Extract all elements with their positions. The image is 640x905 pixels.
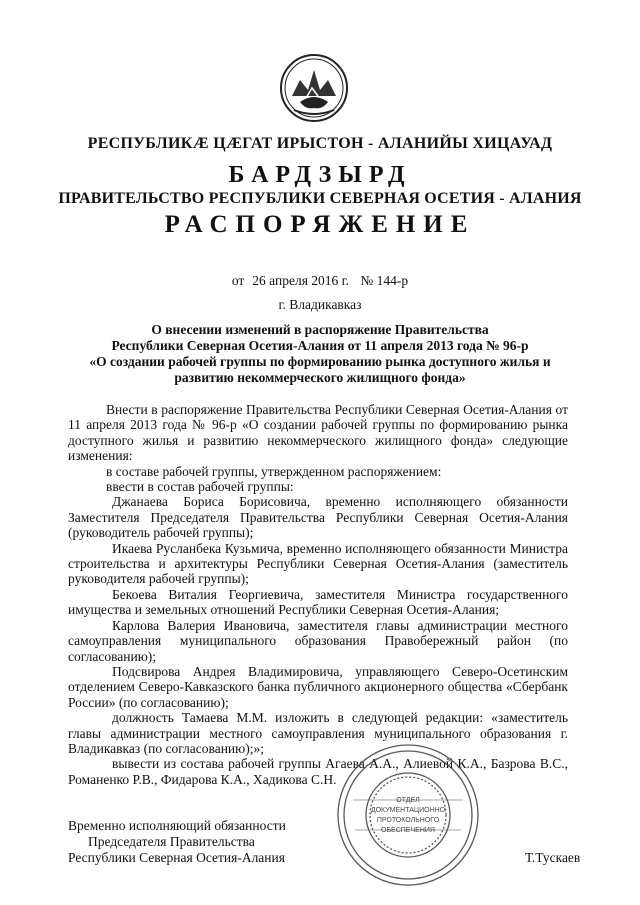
paragraph-introduce: ввести в состав рабочей группы: (106, 479, 294, 495)
header-decree-ossetian: БАРДЗЫРД (228, 162, 412, 188)
title-line-1: О внесении изменений в распоряжение Правительства (151, 322, 489, 337)
date-prefix: от (231, 273, 245, 288)
member-bekoev: Бекоева Виталия Георгиевича, заместителя Министра государственного имущества и земельных отношений Республики Северная Осетия-Алания; (68, 586, 568, 618)
document-number: № 144-р (360, 273, 409, 288)
coat-of-arms-emblem (278, 52, 350, 124)
paragraph-remove-members: вывести из состава рабочей группы Агаева А.А., Алиевой К.А., Базрова В.С., Романенко Р.В., Фидарова К.А., Хадикова С.Н. (68, 756, 568, 787)
header-republic-ossetian: РЕСПУБЛИКӔ ЦӔГАТ ИРЫСТОН - АЛАНИЙЫ ХИЦАУАД (87, 135, 553, 152)
header-order: РАСПОРЯЖЕНИЕ (164, 211, 476, 238)
signatory-name: Т.Тускаев (525, 850, 581, 865)
member-podsvirov: Подсвирова Андрея Владимировича, управляющего Северо-Осетинским отделением Северо-Кавказского банка публичного акционерного общества «Сбербанк России» (по согласованию); (68, 663, 568, 710)
title-line-3: «О создании рабочей группы по формированию рынка доступного жилья и (89, 354, 551, 369)
title-line-4: развитию некоммерческого жилищного фонда» (174, 370, 466, 385)
signatory-title (68, 818, 286, 866)
member-dzhanaev: Джанаева Бориса Борисовича, временно исполняющего обязанности Заместителя Председателя Правительства Республики Северная Осетия-Алания (руководитель рабочей группы); (68, 494, 568, 541)
signatory-line-3: Республики Северная Осетия-Алания (68, 850, 285, 865)
document-title (60, 322, 580, 386)
signatory-line-2: Председателя Правительства (88, 834, 255, 849)
member-ikaev: Икаева Русланбека Кузьмича, временно исполняющего обязанности Министра строительства и архитектуры Республики Северная Осетия-Алания (заместитель руководителя рабочей группы); (68, 540, 568, 587)
header-government: ПРАВИТЕЛЬСТВО РЕСПУБЛИКИ СЕВЕРНАЯ ОСЕТИЯ - АЛАНИЯ (58, 190, 582, 207)
document-body (68, 402, 568, 787)
signatory-line-1: Временно исполняющий обязанности (68, 818, 286, 833)
title-line-2: Республики Северная Осетия-Алания от 11 апреля 2013 года № 96-р (111, 338, 529, 353)
stamp-text-4: ОБЕСПЕЧЕНИЯ (381, 827, 435, 834)
date-line (0, 273, 640, 289)
document-date: 26 апреля 2016 г. (252, 273, 350, 288)
document-city: г. Владикавказ (278, 297, 362, 312)
official-stamp (333, 740, 483, 890)
paragraph-composition: в составе рабочей группы, утвержденном распоряжением: (106, 463, 442, 479)
paragraph-main: Внести в распоряжение Правительства Республики Северная Осетия-Алания от 11 апреля 2013 года № 96-р «О создании рабочей группы по формированию рынка доступного жилья и развитию некоммерческого жилищного фонда» следующие изменения: (68, 402, 568, 464)
member-karlov: Карлова Валерия Ивановича, заместителя главы администрации местного самоуправления муниципального образования Правобережный район (по согласованию); (68, 617, 568, 664)
paragraph-tamaev: должность Тамаева М.М. изложить в следующей редакции: «заместитель главы администрации местного самоуправления муниципального образования г. Владикавказ (по согласованию);»; (68, 710, 568, 756)
stamp-text-3: ПРОТОКОЛЬНОГО (376, 817, 440, 824)
stamp-text-2: ДОКУМЕНТАЦИОННО (370, 807, 446, 814)
stamp-text-1: ОТДЕЛ (396, 797, 420, 804)
